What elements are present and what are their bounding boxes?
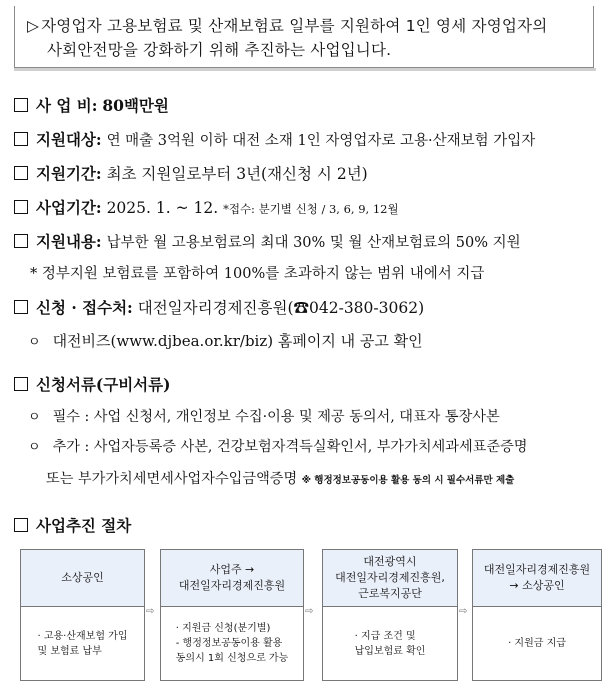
budget-value: 80백만원 — [102, 96, 169, 115]
flow-step-body: · 지원금 지급 — [508, 638, 566, 649]
docs-extra-line1: 추가 : 사업자등록증 사본, 건강보험자격득실확인서, 부가가치세과세표준증명 — [52, 439, 528, 455]
period-value: 최초 지원일로부터 3년(재신청 시 2년) — [106, 165, 368, 183]
triangle-marker-icon: ▷ — [27, 17, 40, 35]
docs-label: 신청서류(구비서류) — [36, 375, 171, 394]
item-apply — [14, 296, 424, 318]
flow-step-head: 사업주 → 대전일자리경제진흥원 — [161, 550, 303, 607]
checkbox-square-icon — [14, 200, 28, 214]
item-target — [14, 128, 535, 150]
docs-extra — [28, 436, 527, 456]
budget-label: 사 업 비: — [36, 96, 98, 115]
docs-required — [28, 406, 500, 426]
schedule-note: *접수: 분기별 신청 / 3, 6, 9, 12월 — [223, 202, 399, 216]
item-period — [14, 162, 368, 184]
flow-step-body: · 고용·산재보험 가입 및 보험료 납부 — [37, 630, 128, 657]
item-content — [14, 230, 521, 252]
docs-extra-line2: 또는 부가가치세면세사업자수입금액증명 — [46, 471, 298, 487]
item-schedule — [14, 196, 399, 218]
flow-step-body: · 지원금 신청(분기별) - 행정정보공동이용 활용 동의시 1회 신청으로 가능 — [175, 623, 289, 664]
schedule-label: 사업기간: — [36, 198, 102, 217]
checkbox-square-icon — [14, 166, 28, 180]
docs-extra-note: ※ 행정정보공동이용 활용 동의 시 필수서류만 제출 — [301, 475, 515, 486]
apply-sub-item — [28, 330, 423, 351]
checkbox-square-icon — [14, 518, 28, 532]
item-budget — [14, 94, 169, 116]
checkbox-square-icon — [14, 132, 28, 146]
docs-required-text: 필수 : 사업 신청서, 개인정보 수집·이용 및 제공 동의서, 대표자 통장사본 — [52, 409, 500, 425]
process-label: 사업추진 절차 — [36, 516, 132, 535]
flow-step-head: 소상공인 — [21, 550, 144, 607]
flow-step-4 — [472, 549, 602, 681]
flow-arrow-icon: ⇨ — [305, 606, 314, 617]
docs-extra-cont — [46, 468, 514, 488]
content-note: * 정부지원 보험료를 포함하여 100%를 초과하지 않는 범위 내에서 지급 — [30, 266, 485, 282]
apply-label: 신청 · 접수처: — [36, 298, 133, 317]
flow-step-head: 대전광역시 대전일자리경제진흥원, 근로복지공단 — [323, 550, 457, 607]
item-docs — [14, 373, 170, 395]
checkbox-square-icon — [14, 300, 28, 314]
flow-arrow-icon: ⇨ — [459, 606, 468, 617]
apply-sub-text: 대전비즈(www.djbea.or.kr/biz) 홈페이지 내 공고 확인 — [52, 332, 423, 350]
apply-value: 대전일자리경제진흥원(☎042-380-3062) — [137, 299, 425, 317]
checkbox-square-icon — [14, 234, 28, 248]
circle-bullet: ㅇ — [28, 440, 41, 455]
intro-box — [14, 6, 594, 68]
target-value: 연 매출 3억원 이하 대전 소재 1인 자영업자로 고용·산재보험 가입자 — [106, 133, 536, 149]
intro-text — [27, 14, 585, 62]
circle-bullet: ㅇ — [28, 335, 41, 350]
target-label: 지원대상: — [36, 130, 102, 149]
item-process — [14, 514, 131, 536]
checkbox-square-icon — [14, 98, 28, 112]
circle-bullet: ㅇ — [28, 410, 41, 425]
flow-step-3 — [322, 549, 458, 681]
flow-arrow-icon: ⇨ — [146, 606, 155, 617]
content-value: 납부한 월 고용보험료의 최대 30% 및 월 산재보험료의 50% 지원 — [106, 235, 521, 251]
flow-step-2 — [160, 549, 304, 681]
flow-step-body: · 지급 조건 및 납입보험료 확인 — [354, 630, 426, 657]
intro-line1: 자영업자 고용보험료 및 산재보험료 일부를 지원하여 1인 영세 자영업자의 — [41, 17, 548, 35]
intro-line2: 사회안전망을 강화하기 위해 추진하는 사업입니다. — [47, 41, 392, 59]
checkbox-square-icon — [14, 377, 28, 391]
flow-step-1 — [20, 549, 145, 681]
schedule-value: 2025. 1. ~ 12. — [106, 199, 219, 217]
period-label: 지원기간: — [36, 164, 102, 183]
flow-step-head: 대전일자리경제진흥원 → 소상공인 — [473, 550, 601, 607]
content-label: 지원내용: — [36, 232, 102, 251]
